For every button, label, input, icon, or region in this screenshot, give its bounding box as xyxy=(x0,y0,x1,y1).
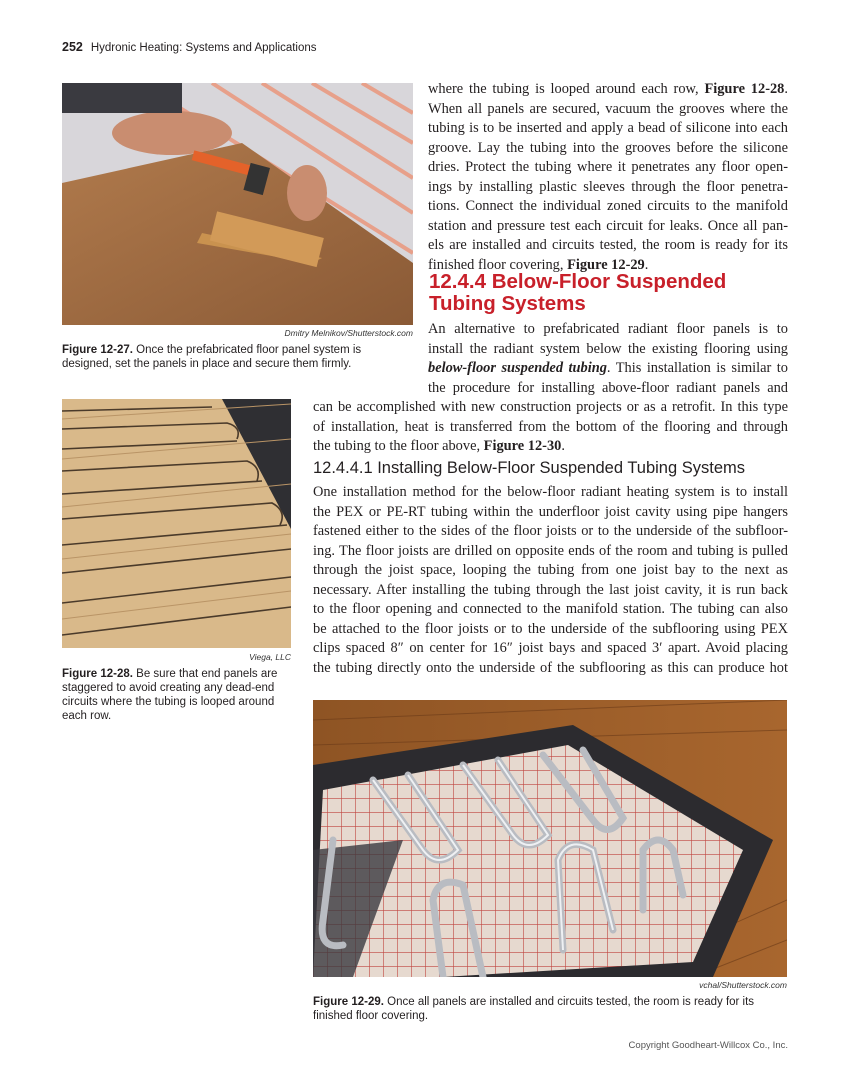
text-run: can be accomplished with new construction projects or as a retrofit. In this type xyxy=(313,399,788,415)
page-number: 252 xyxy=(62,40,83,54)
text-line xyxy=(313,398,788,418)
figure-12-29-photo xyxy=(313,700,787,977)
text-run: where the tubing is looped around each row, xyxy=(428,81,705,97)
emphasis-text: Figure 12-29 xyxy=(567,256,645,273)
figure-12-27-caption xyxy=(62,343,422,371)
text-line xyxy=(428,320,788,340)
text-run: to the floor opening and connected to the manifold station. The tubing can also xyxy=(313,601,788,618)
text-run: ings by installing plastic sleeves through the floor penetra- xyxy=(428,178,788,195)
text-run: clips spaced 8″ on center for 16″ joist bays and spaced 3′ apart. Avoid placing xyxy=(313,640,788,657)
text-run: groove. Lay the tubing into the grooves before the silicone xyxy=(428,139,788,156)
text-line xyxy=(313,561,788,581)
caption-text: Once the prefabricated floor panel system is xyxy=(136,344,362,356)
text-run: ing. The floor joists are drilled on opposite ends of the room and tubing is pulled xyxy=(313,542,788,559)
text-line xyxy=(428,359,788,379)
text-line xyxy=(428,340,788,360)
text-run: . xyxy=(784,81,788,97)
text-run: An alternative to prefabricated radiant floor panels is to xyxy=(428,321,788,337)
text-line xyxy=(313,620,788,640)
figure-12-28-photo xyxy=(62,399,291,648)
text-line xyxy=(313,542,788,562)
figure-12-28-caption xyxy=(62,667,297,723)
text-run: finished floor covering, xyxy=(428,256,568,273)
text-run: be attached to the floor joists or to the underside of the subflooring using PEX xyxy=(313,620,788,637)
text-run: the tubing directly onto the underside of the subflooring as this can produce hot xyxy=(313,659,788,676)
caption-text: Once all panels are installed and circuits tested, the room is ready for its xyxy=(387,996,755,1008)
text-run: tions. Connect the individual zoned circuits to the manifold xyxy=(428,198,788,215)
heading-line: 12.4.4 Below-Floor Suspended xyxy=(429,270,727,293)
text-run: through the joist space, looping the tubing from one joist bay to the next as xyxy=(313,562,788,579)
text-run: tubing is to be inserted and apply a bead of silicone into each xyxy=(428,120,788,137)
figure-12-27-credit: Dmitry Melnikov/Shutterstock.com xyxy=(284,328,413,338)
text-line xyxy=(313,522,788,542)
text-run: install the radiant system below the existing flooring using xyxy=(428,340,788,357)
heading-line: Tubing Systems xyxy=(429,292,586,315)
text-line xyxy=(313,659,788,679)
text-line xyxy=(313,600,788,620)
text-run: One installation method for the below-floor radiant heating system is to install xyxy=(313,484,788,500)
subsection-heading: 12.4.4.1 Installing Below-Floor Suspended Tubing Systems xyxy=(313,459,745,477)
figure-12-27-photo xyxy=(62,83,413,325)
figure-label: Figure 12-29. xyxy=(313,996,384,1008)
text-line xyxy=(428,100,788,120)
text-line xyxy=(313,483,788,503)
text-run: of installation, heat is transferred from the bottom of the flooring and through xyxy=(313,418,788,435)
text-line xyxy=(428,158,788,178)
figure-12-29-caption xyxy=(313,995,793,1023)
book-title: Hydronic Heating: Systems and Applications xyxy=(90,42,317,54)
text-line xyxy=(313,418,788,438)
text-run: the PEX or PE-RT tubing within the underfloor joist cavity using pipe hangers xyxy=(313,503,788,520)
figure-label: Figure 12-27. xyxy=(62,344,133,356)
body-paragraph-3 xyxy=(313,483,788,678)
figure-label: Figure 12-28. xyxy=(62,668,133,680)
text-line xyxy=(428,119,788,139)
text-run: the tubing to the floor above, xyxy=(313,438,484,455)
text-line xyxy=(313,581,788,601)
body-paragraph-1 xyxy=(428,80,788,275)
text-line xyxy=(428,80,788,100)
text-run: necessary. After installing the tubing through the last joist cavity, it is run back xyxy=(313,581,788,598)
caption-text: designed, set the panels in place and secure them firmly. xyxy=(62,358,352,370)
text-line xyxy=(428,139,788,159)
text-line xyxy=(313,639,788,659)
emphasis-text: Figure 12-28 xyxy=(704,81,785,97)
text-run: . This installation is similar to xyxy=(606,360,788,377)
text-run: . xyxy=(561,438,565,455)
text-line xyxy=(313,437,788,457)
text-line xyxy=(428,197,788,217)
caption-text: finished floor covering. xyxy=(313,1010,429,1022)
running-header xyxy=(62,40,317,54)
text-run: fastened either to the sides of the floor joists or to the underside of the subfloor- xyxy=(313,523,788,540)
caption-text: circuits where the tubing is looped around xyxy=(62,696,275,708)
body-paragraph-2 xyxy=(428,320,788,398)
text-run: dries. Protect the tubing where it penetrates any floor open- xyxy=(428,159,788,176)
text-run: els are installed and circuits tested, the room is ready for its xyxy=(428,237,788,254)
emphasis-text: Figure 12-30 xyxy=(483,438,562,455)
figure-12-28-credit: Viega, LLC xyxy=(249,652,291,662)
text-line xyxy=(313,503,788,523)
copyright-notice: Copyright Goodheart-Willcox Co., Inc. xyxy=(628,1040,788,1051)
figure-12-29-credit: vchal/Shutterstock.com xyxy=(699,980,787,990)
section-heading xyxy=(429,271,726,315)
text-run: . xyxy=(644,256,649,273)
text-line xyxy=(428,236,788,256)
caption-text: Be sure that end panels are xyxy=(136,668,278,680)
text-line xyxy=(428,379,788,399)
caption-text: each row. xyxy=(62,710,112,722)
text-run: the procedure for installing above-floor radiant panels and xyxy=(428,379,788,396)
text-run: When all panels are secured, vacuum the grooves where the xyxy=(428,100,788,117)
caption-text: staggered to avoid creating any dead-end xyxy=(62,682,275,694)
emphasis-text: below-floor suspended tubing xyxy=(428,360,607,377)
text-line xyxy=(428,217,788,237)
text-run: station and pressure test each circuit for leaks. Once all pan- xyxy=(428,217,788,234)
text-line xyxy=(428,178,788,198)
body-paragraph-2-continued xyxy=(313,398,788,457)
